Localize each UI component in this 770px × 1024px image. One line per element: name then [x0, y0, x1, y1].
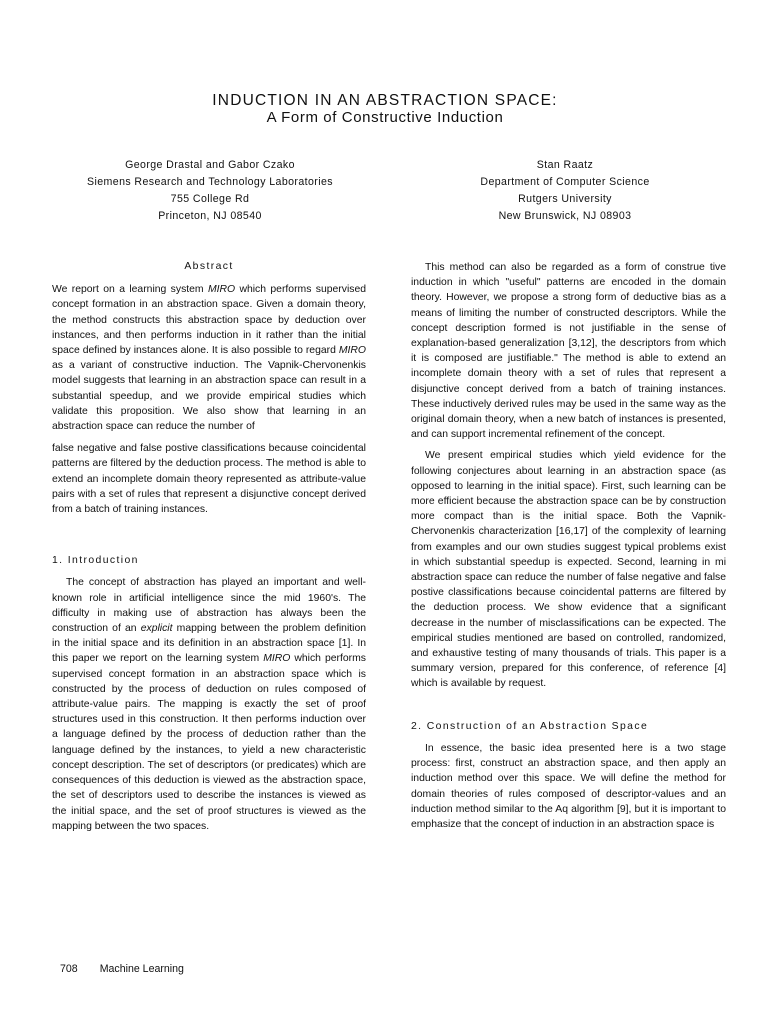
abstract-paragraph-1	[52, 282, 366, 434]
author-names: Stan Raatz	[536, 159, 594, 171]
text-run: as a variant of constructive induction. The Vapnik-Chervonenkis model suggests that learning in an abstraction space can result in a substantial speedup, and we provide empirical studies which validate this proposition. We also show that learning in an abstraction space can reduce the number of	[52, 360, 366, 433]
paper-subtitle: A Form of Constructive Induction	[266, 109, 504, 126]
abstract-paragraph-2: false negative and false postive classifications because coincidental patterns are filtered by the deduction process. The method is able to extend an incomplete domain theory represented as attribute-value pairs with a set of rules that represent a disjunctive concept derived from a batch of training instances.	[52, 443, 366, 516]
system-name: MIRO	[263, 653, 291, 665]
system-name: MIRO	[338, 345, 366, 357]
venue-name: Machine Learning	[99, 963, 184, 975]
abstract-heading: Abstract	[184, 261, 234, 272]
section-2-heading: 2. Construction of an Abstraction Space	[411, 720, 649, 732]
text-run: which performs supervised concept formation in an abstraction space which is constructed by the process of deduction on rules composed of attribute-value pairs. The mapping is exactly the set of proof structures used in this construction. It then performs induction over a language defined by the process of deduction rather than the language defined by the instances, to yield a new characteristic concept description. The set of descriptors (or predicates) which are consequences of this deduction is viewed as the abstraction space, the set of descriptors used to describe the instances is viewed as the initial space, and the set of proof structures is viewed as the mapping between the two spaces.	[52, 653, 366, 832]
introduction-heading: 1. Introduction	[52, 555, 139, 567]
page-footer	[60, 963, 206, 975]
text-run: which performs supervised concept formation in an abstraction space. Given a domain theory, the method constructs this abstraction space by deduction over instances, and then performs induction in it rather than the initial space defined by instances alone. It is also possible to regard	[52, 284, 366, 357]
left-column	[52, 259, 366, 834]
body-paragraph-1: This method can also be regarded as a form of construe tive induction in which "useful" patterns are encoded in the domain theory. However, we propose a strong form of deductive bias as a means of limiting the number of constructed descriptors. While the concept description formed is not justifiable in the sense of explanation-based generalization [3,12], the descriptors from which it is composed are justifiable." The method is able to extend an incomplete domain theory with a set of rules that represent a disjunctive concept derived from a batch of training instances. These inductively derived rules may be used in the same way as the original domain theory, when a new batch of instances is presented, and can support incremental refinement of the concept.	[411, 262, 726, 441]
text-run: We report on a learning system	[52, 284, 208, 296]
paper-title: INDUCTION IN AN ABSTRACTION SPACE:	[212, 92, 558, 109]
author-org: Department of Computer Science	[480, 176, 650, 188]
text-run: The concept of abstraction has played an important and well-known role in artificial intelligence since the mid 1960's. The difficulty in making use of abstraction has always been the construction of an	[52, 577, 366, 635]
author-university: Rutgers University	[518, 193, 612, 205]
author-city: Princeton, NJ 08540	[158, 210, 262, 222]
system-name: MIRO	[207, 284, 236, 296]
page-number: 708	[60, 963, 78, 975]
author-street: 755 College Rd	[170, 193, 250, 205]
text-run: mapping between the problem definition in the initial space and its definition in an abstraction space [1]. In this paper we report on the learning system	[52, 623, 367, 665]
title-block	[0, 92, 770, 126]
introduction-paragraph	[52, 575, 366, 833]
section-2-paragraph: In essence, the basic idea presented here is a two stage process: first, construct an abstraction space, and then apply an induction method over this space. We will define the method for domain theories of rules composed of descriptor-values and an induction method similar to the Aq algorithm [9], but it is important to emphasize that the concept of induction in an abstraction space is	[411, 742, 726, 830]
authors-right	[415, 157, 715, 225]
author-names: George Drastal and Gabor Czako	[125, 159, 295, 171]
author-org: Siemens Research and Technology Laboratories	[87, 176, 333, 188]
authors-left	[60, 157, 360, 225]
author-city: New Brunswick, NJ 08903	[498, 210, 632, 222]
body-paragraph-2: We present empirical studies which yield evidence for the following conjectures about learning in an abstraction space (as opposed to learning in the initial space). First, such learning can be more efficient because the abstraction space can be by construction more compact than is the initial space. Both the Vapnik-Chervonenkis characterization [16,17] of the complexity of learning from examples and our own studies suggest typical problems exist in which substantial speedup is expected. Second, learning in mi abstraction space can reduce the number of false negative and false postive classifications because coincidental patterns are filtered by the deduction process. We show evidence that a significant decrease in the number of misclassifications can be expected. The empirical studies mentioned are based on controlled, randomized, and exhaustive testing of many thousands of trials. This paper is a summary version, prepared for this conference, of reference [4] which is available by request.	[411, 450, 726, 690]
emphasis: explicit	[140, 623, 173, 635]
right-column	[411, 260, 726, 832]
